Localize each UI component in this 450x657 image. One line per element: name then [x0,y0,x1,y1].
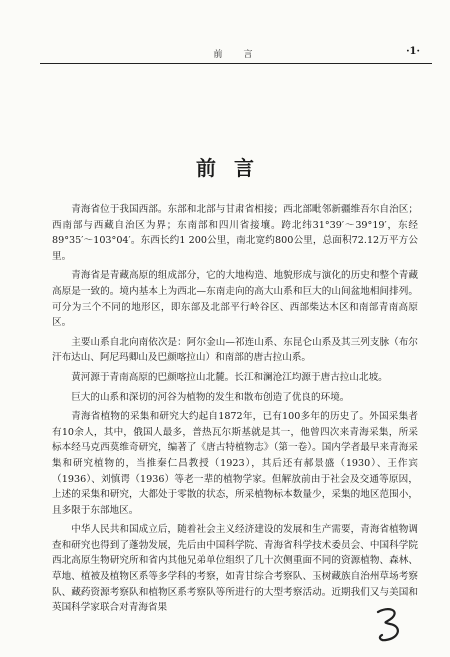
paragraph: 黄河源于青南高原的巴颜喀拉山北麓。长江和澜沧江均源于唐古拉山北坡。 [71,371,388,383]
paragraph: 主要山系自北向南依次是：阿尔金山—祁连山系、东昆仑山系及其三列支脉（布尔汗布达山、阿尼玛卿山及巴颜喀拉山）和南部的唐古拉山系。 [52,336,418,364]
running-head [40,44,432,64]
paragraph: 巨大的山系和深切的河谷为植物的发生和散布创造了优良的环境。 [71,391,350,403]
header-rule [40,63,432,64]
paragraph: 青海省植物的采集和研究大约起自1872年，已有100多年的历史了。外国采集者有10余人，其中，俄国人最多，普热瓦尔斯基就是其一，他曾四次来青海采集，所采标本经马克西莫维奇研究，编著了《唐古特植物志》（第一卷）。国内学者最早来青海采集和研究植物的，当推秦仁昌教授（1923），其后还有郝景盛（1930）、王作宾（1936）、刘慎谔（1936）等老一辈的植物学家。但解放前由于社会及交通等原因，上述的采集和研究，大都处于零散的状态，所采植物标本数量少，采集的地区范围小，且多限于东部地区。 [52,411,418,516]
paragraph: 青海省是青藏高原的组成部分，它的大地构造、地貌形成与演化的历史和整个青藏高原是一致的。境内基本上为西北—东南走向的高大山系和巨大的山间盆地相间排列。可分为三个不同的地形区，即东部及北部平行岭谷区、西部柴达木区和南部青南高原区。 [52,270,418,329]
page-number: ·1· [406,46,420,57]
handwritten-mark [370,604,414,644]
chapter-heading: 前言 [196,156,272,180]
body-text [52,202,418,620]
running-head-title: 前 言 [213,50,259,60]
paragraph: 青海省位于我国西部。东部和北部与甘肃省相接；西北部毗邻新疆维吾尔自治区；西南部与西藏自治区为界；东南部和四川省接壤。跨北纬31°39′～39°19′，东经89°35′～103°04′。东西长约1 200公里，南北宽约800公里，总面积72.12万平方公里。 [52,204,418,262]
paragraph: 中华人民共和国成立后，随着社会主义经济建设的发展和生产需要，青海省植物调查和研究也得到了蓬勃发展，先后由中国科学院、青海省科学技术委员会、中国科学院西北高原生物研究所和省内其他兄弟单位组织了几十次侧重面不同的资源植物、森林、草地、植被及植物区系等多学科的考察，如青甘综合考察队、玉树藏族自治州草场考察队、藏药资源考察队和植物区系考察队等所进行的大型考察活动。近期我们又与美国和英国科学家联合对青海省果 [52,524,418,614]
